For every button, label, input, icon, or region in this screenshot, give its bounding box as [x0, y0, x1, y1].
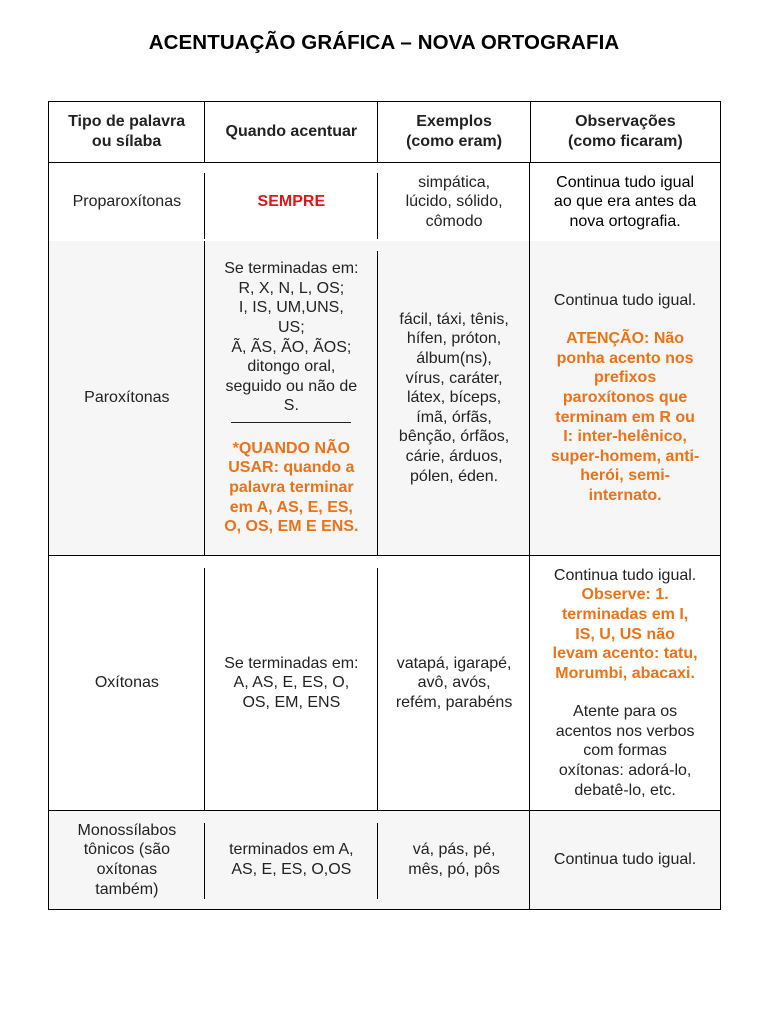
table-row — [49, 811, 721, 910]
table-row — [49, 556, 721, 811]
cell-tipo-monossilabos: Monossílabos tônicos (são oxítonas também) — [49, 811, 205, 910]
cell-quando-oxitonas: Se terminadas em: A, AS, E, ES, O, OS, EM, ENS — [205, 556, 378, 811]
cell-obs-paroxitonas: Continua tudo igual. ATENÇÃO: Não ponha acento nos prefixos paroxítonos que terminam em R ou I: inter-helênico, super-homem, anti- herói, semi- internato. — [530, 241, 720, 556]
cell-tipo-oxitonas: Oxítonas — [49, 556, 205, 811]
cell-obs-proparoxitonas: Continua tudo igual ao que era antes da nova ortografia. — [530, 163, 720, 242]
accentuation-table — [48, 101, 721, 910]
table-header-row — [49, 102, 721, 163]
cell-tipo-proparoxitonas: Proparoxítonas — [49, 163, 205, 242]
cell-exemplos-monossilabos: vá, pás, pé, mês, pó, pôs — [378, 811, 530, 910]
table-row — [49, 163, 721, 242]
header-observacoes: Observações (como ficaram) — [530, 102, 720, 163]
cell-quando-proparoxitonas: SEMPRE — [205, 163, 378, 242]
header-tipo: Tipo de palavra ou sílaba — [68, 113, 186, 150]
cell-exemplos-oxitonas: vatapá, igarapé, avô, avós, refém, parabéns — [378, 556, 530, 811]
cell-obs-oxitonas: Continua tudo igual. Observe: 1. terminadas em I, IS, U, US não levam acento: tatu, Morumbi, abacaxi. Atente para os acentos nos verbos com formas oxítonas: adorá-lo, debatê-lo, etc. — [530, 556, 720, 811]
cell-exemplos-proparoxitonas: simpática, lúcido, sólido, cômodo — [378, 163, 530, 242]
cell-obs-monossilabos: Continua tudo igual. — [530, 811, 720, 910]
table-row — [49, 241, 721, 556]
header-exemplos: Exemplos (como eram) — [378, 102, 530, 163]
cell-tipo-paroxitonas: Paroxítonas — [49, 241, 205, 556]
cell-exemplos-paroxitonas: fácil, táxi, tênis, hífen, próton, álbum(ns), vírus, caráter, látex, bíceps, ímã, órfãs, bênção, órfãos, cárie, árduos, pólen, éden. — [378, 241, 530, 556]
header-quando: Quando acentuar — [205, 102, 378, 163]
cell-quando-paroxitonas: Se terminadas em: R, X, N, L, OS; I, IS, UM,UNS, US; Ã, ÃS, ÃO, ÃOS; ditongo oral, seguido ou não de S. *QUANDO NÃO USAR: quando a palavra terminar em A, AS, E, ES, O, OS, EM E ENS. — [205, 241, 378, 556]
cell-quando-monossilabos: terminados em A, AS, E, ES, O,OS — [205, 811, 378, 910]
page-title: ACENTUAÇÃO GRÁFICA – NOVA ORTOGRAFIA — [148, 31, 620, 54]
separator-line — [231, 422, 351, 423]
